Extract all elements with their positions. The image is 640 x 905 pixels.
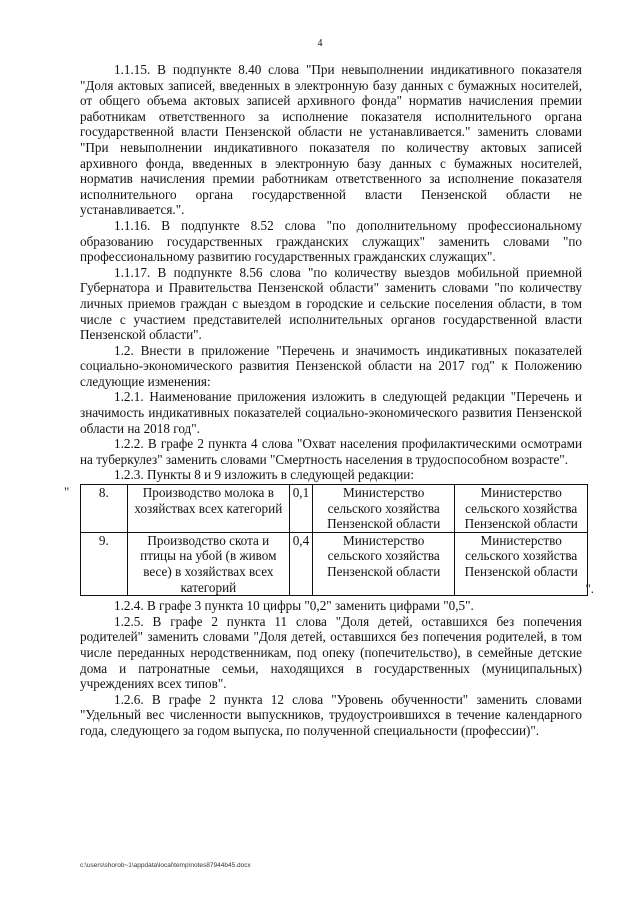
coordinating-body: Министерство сельского хозяйства Пензенской области bbox=[455, 485, 588, 533]
coordinating-body: Министерство сельского хозяйства Пензенской области bbox=[455, 532, 588, 595]
paragraph-1-1-16: 1.1.16. В подпункте 8.52 слова "по дополнительному профессиональному образованию государственных гражданских служащих" заменить словами "по профессиональному развитию государственных гражданских служащих". bbox=[80, 217, 582, 265]
paragraph-1-2-4: 1.2.4. В графе 3 пункта 10 цифры "0,2" заменить цифрами "0,5". bbox=[114, 598, 474, 614]
paragraph-1-2-5: 1.2.5. В графе 2 пункта 11 слова "Доля детей, оставшихся без попечения родителей" заменить словами "Доля детей, оставшихся без попечения родителей, в том числе переданных неродственникам, под опеку (попечительство), в семейные детские дома и патронатные семьи, находящихся в государственных (муниципальных) учреждениях всех типов". bbox=[80, 613, 582, 692]
paragraph-1-2-2: 1.2.2. В графе 2 пункта 4 слова "Охват населения профилактическими осмотрами на туберкулез" заменить словами "Смертность населения в трудоспособном возрасте". bbox=[80, 436, 582, 467]
paragraph-1-2-3: 1.2.3. Пункты 8 и 9 изложить в следующей редакции: bbox=[114, 467, 415, 483]
indicator-name: Производство скота и птицы на убой (в живом весе) в хозяйствах всех категорий bbox=[127, 532, 289, 595]
paragraph-1-2: 1.2. Внести в приложение "Перечень и значимость индикативных показателей социально-экономического развития Пензенской области на 2017 год" к Положению следующие изменения: bbox=[80, 342, 582, 389]
paragraph-1-2-6: 1.2.6. В графе 2 пункта 12 слова "Уровень обученности" заменить словами "Удельный вес численности выпускников, трудоустроившихся в течение календарного года, следующего за годом выпуска, по полученной специальности (профессии)". bbox=[80, 691, 582, 738]
responsible-body: Министерство сельского хозяйства Пензенской области bbox=[312, 532, 454, 595]
table-row bbox=[81, 485, 588, 533]
row-number: 9. bbox=[81, 532, 128, 595]
document-body bbox=[64, 62, 594, 739]
table-close-quote: ". bbox=[585, 580, 594, 596]
file-path-footer: c:\users\shorob~1\appdata\local\temp\notes87944b45.docx bbox=[80, 862, 251, 869]
paragraph-1-1-15: 1.1.15. В подпункте 8.40 слова "При невыполнении индикативного показателя "Доля актовых записей, введенных в электронную базу данных с бумажных носителей, от общего объема актовых записей архивного фонда" норматив начисления премии работникам ответственного за исполнение показателя исполнительного органа государственной власти Пензенской области не устанавливается." заменить словами "При невыполнении индикативного показателя по количеству актовых записей архивного фонда, введенных в электронную базу данных с бумажных носителей, норматив начисления премии работникам ответственного за исполнение показателя исполнительного органа государственной власти Пензенской области не устанавливается.". bbox=[80, 62, 582, 218]
indicator-weight: 0,4 bbox=[289, 532, 312, 595]
paragraph-1-1-17: 1.1.17. В подпункте 8.56 слова "по количеству выездов мобильной приемной Губернатора и Правительства Пензенской области" заменить словами "по количеству личных приемов граждан с выездом в городские и сельские поселения области, в том числе с участием представителей исполнительных органов государственной власти Пензенской области". bbox=[80, 264, 582, 343]
table-open-quote: " bbox=[64, 484, 70, 500]
paragraph-1-2-1: 1.2.1. Наименование приложения изложить в следующей редакции "Перечень и значимость индикативных показателей социально-экономического развития Пензенской области на 2018 год". bbox=[80, 389, 582, 436]
amendment-table bbox=[80, 484, 588, 596]
amendment-table-wrap bbox=[64, 484, 594, 596]
responsible-body: Министерство сельского хозяйства Пензенской области bbox=[312, 485, 454, 533]
indicator-name: Производство молока в хозяйствах всех категорий bbox=[127, 485, 289, 533]
page-number: 4 bbox=[317, 38, 323, 49]
indicator-weight: 0,1 bbox=[289, 485, 312, 533]
table-row bbox=[81, 532, 588, 595]
row-number: 8. bbox=[81, 485, 128, 533]
